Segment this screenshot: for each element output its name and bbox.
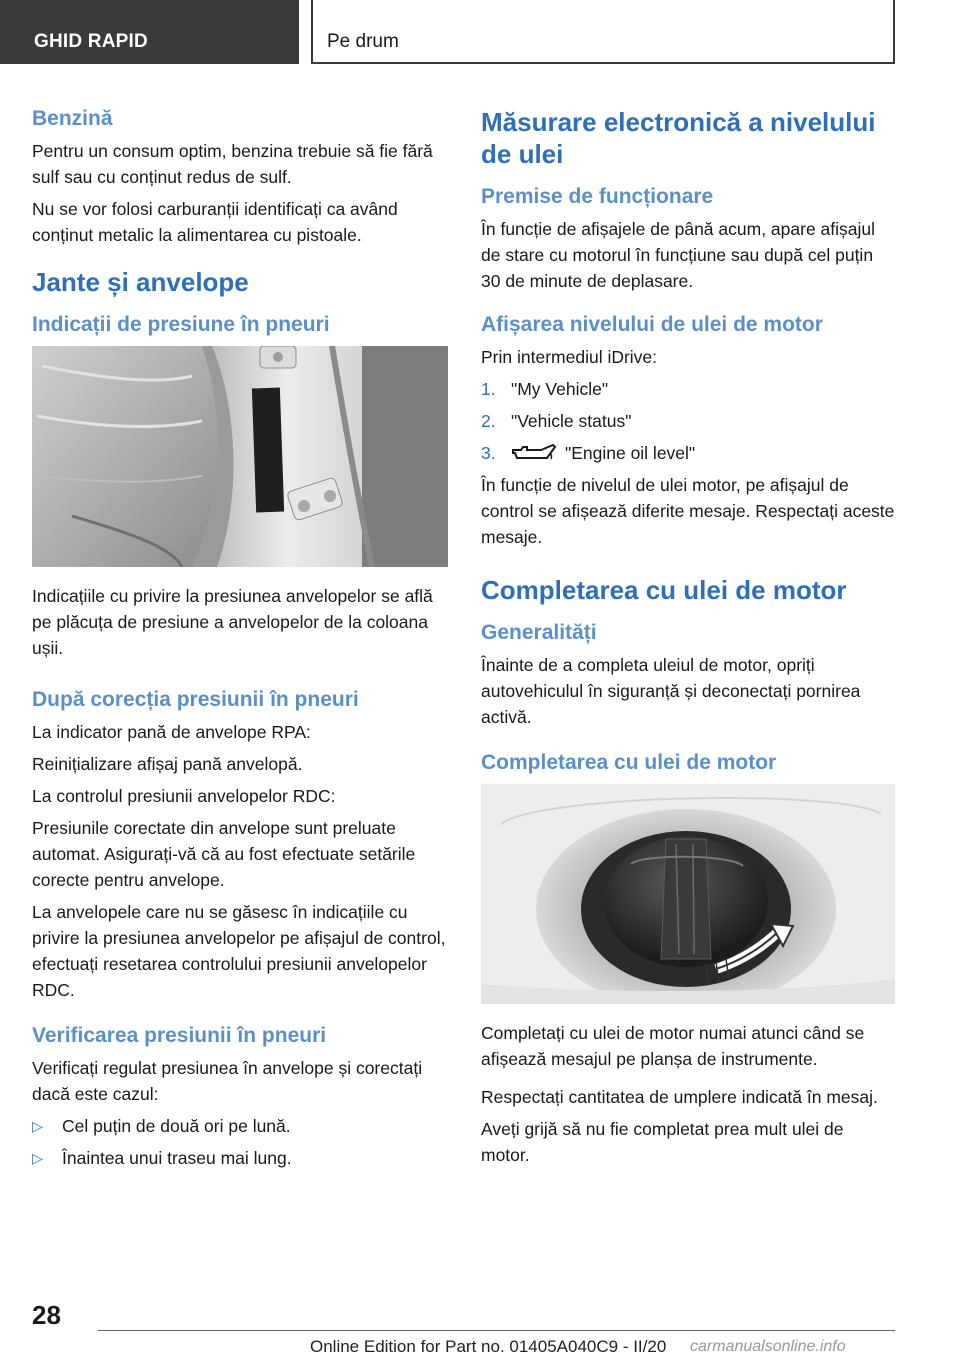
indicatii-paragraph-1: Indicațiile cu privire la presiunea anvelopelor se află pe plăcuța de presiune a anvelopelor de la coloana ușii. xyxy=(32,586,433,658)
completarea-paragraph-1: Completați cu ulei de motor numai atunci când se afișează mesajul pe planșa de instrumente. xyxy=(481,1023,865,1069)
premise-paragraph-1: În funcție de afișajele de până acum, apare afișajul de stare cu motorul în funcțiune sau după cel puțin 30 de minute de deplasare. xyxy=(481,219,876,291)
heading-verificarea: Verificarea presiunii în pneuri xyxy=(32,1024,327,1047)
list-item: 2. "Vehicle status" xyxy=(481,411,632,431)
heading-benzina: Benzină xyxy=(32,107,113,130)
heading-indicatii: Indicații de presiune în pneuri xyxy=(32,313,330,336)
heading-completarea: Completarea cu ulei de motor xyxy=(481,751,777,774)
completarea-paragraph-2: Respectați cantitatea de umplere indicată în mesaj. xyxy=(481,1087,878,1107)
oil-filler-cap-image xyxy=(481,784,895,1004)
dupa-paragraph-3: La controlul presiunii anvelopelor RDC: xyxy=(32,786,336,806)
dupa-paragraph-2: Reinițializare afișaj pană anvelopă. xyxy=(32,754,303,774)
header-section-label: GHID RAPID xyxy=(34,31,148,52)
list-item: ▷ Înaintea unui traseu mai lung. xyxy=(32,1145,448,1171)
list-item: ▷ Cel puțin de două ori pe lună. xyxy=(32,1113,448,1139)
footer-rule xyxy=(98,1330,895,1331)
left-column xyxy=(32,100,448,1177)
footer-edition: Online Edition for Part no. 01405A040C9 - II/20 xyxy=(310,1337,667,1356)
right-column xyxy=(481,100,895,1174)
afisarea-paragraph-1: Prin intermediul iDrive: xyxy=(481,347,658,367)
benzina-paragraph-1: Pentru un consum optim, benzina trebuie să fie fără sulf sau cu conținut redus de sulf. xyxy=(32,141,433,187)
page-number: 28 xyxy=(32,1300,61,1330)
benzina-paragraph-2: Nu se vor folosi carburanții identificați ca având conținut metalic la alimentarea cu pistoale. xyxy=(32,199,398,245)
triangle-bullet-icon: ▷ xyxy=(32,1118,43,1134)
list-item: 3. "Engine oil level" xyxy=(481,443,696,463)
triangle-bullet-icon: ▷ xyxy=(32,1150,43,1166)
heading-premise: Premise de funcționare xyxy=(481,185,714,208)
list-item: 1. "My Vehicle" xyxy=(481,379,609,399)
header-section-tab xyxy=(0,0,299,64)
verificarea-bullet-list xyxy=(32,1113,448,1171)
afisarea-steps xyxy=(481,376,895,466)
door-pillar-tire-label-image xyxy=(32,346,448,567)
afisarea-paragraph-2: În funcție de nivelul de ulei motor, pe afișajul de control se afișează diferite mesaje. Respectați aceste mesaje. xyxy=(481,475,895,547)
dupa-paragraph-5: La anvelopele care nu se găsesc în indicațiile cu privire la presiunea anvelopelor pe afișajul de control, efectuați resetarea controlului presiunii anvelopelor RDC. xyxy=(32,902,446,1000)
dupa-paragraph-1: La indicator pană de anvelope RPA: xyxy=(32,722,311,742)
oil-can-icon xyxy=(511,442,557,462)
heading-jante: Jante și anvelope xyxy=(32,267,249,297)
heading-dupa-corectia: După corecția presiunii în pneuri xyxy=(32,688,359,711)
dupa-paragraph-4: Presiunile corectate din anvelope sunt preluate automat. Asigurați-vă că au fost efectuate setările corecte pentru anvelope. xyxy=(32,818,416,890)
heading-afisarea: Afișarea nivelului de ulei de motor xyxy=(481,313,823,336)
completarea-paragraph-3: Aveți grijă să nu fie completat prea mult ulei de motor. xyxy=(481,1119,844,1165)
header-chapter-label: Pe drum xyxy=(327,31,399,52)
watermark: carmanualsonline.info xyxy=(690,1338,846,1355)
verificarea-paragraph-1: Verificați regulat presiunea în anvelope și corectați dacă este cazul: xyxy=(32,1058,423,1104)
header-chapter-box xyxy=(311,0,895,64)
heading-masurare: Măsurare electronică a nivelului de ulei xyxy=(481,107,876,169)
heading-generalitati: Generalități xyxy=(481,621,597,644)
heading-completarea-main: Completarea cu ulei de motor xyxy=(481,575,847,605)
generalitati-paragraph-1: Înainte de a completa uleiul de motor, opriți autovehiculul în siguranță și deconectați pornirea activă. xyxy=(481,655,861,727)
